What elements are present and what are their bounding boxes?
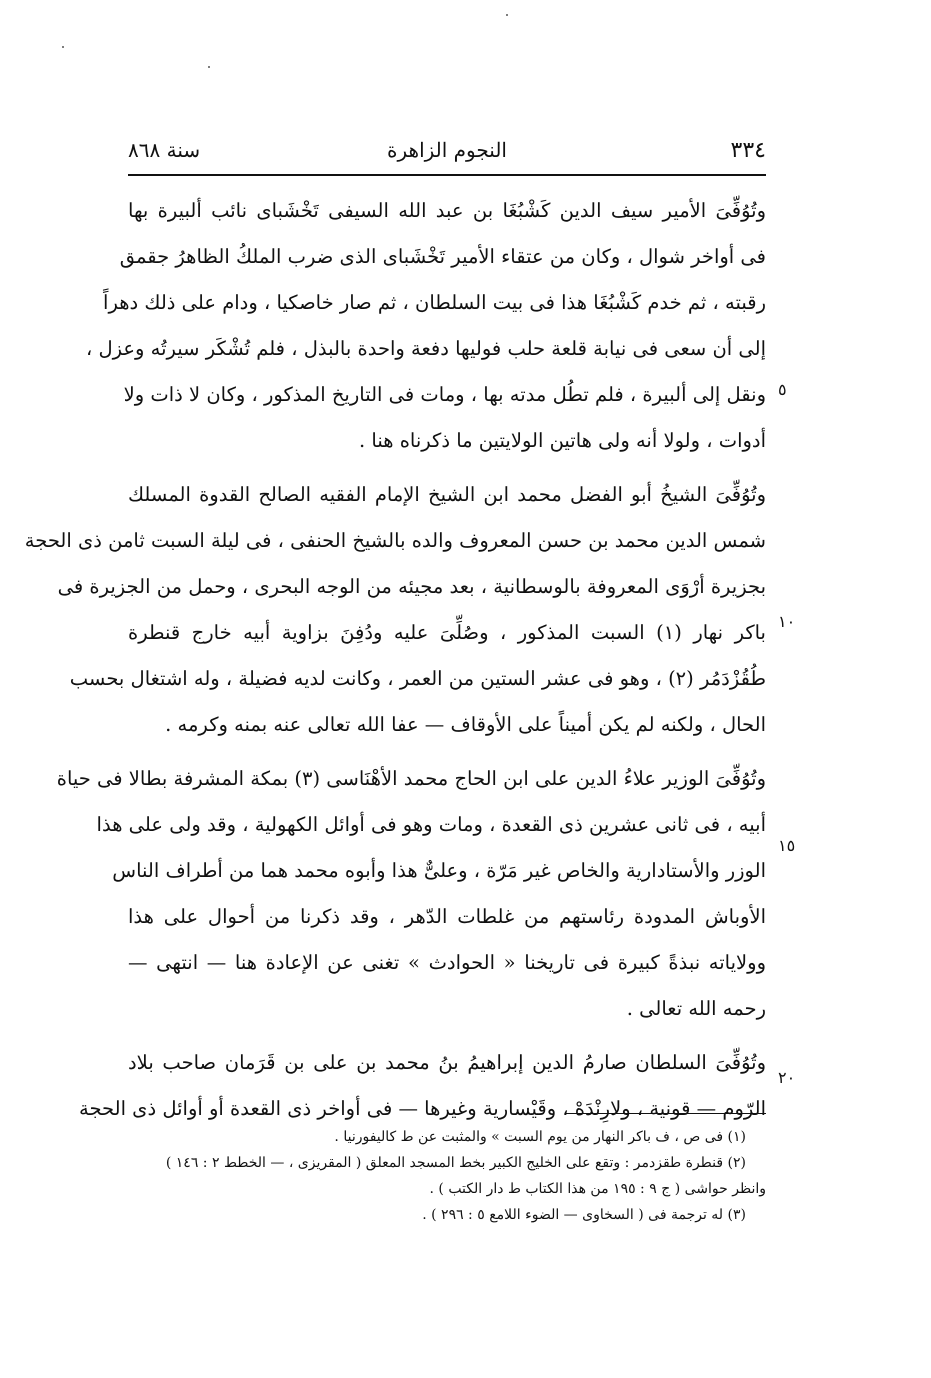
text-line: إلى أن سعى فى نيابة قلعة حلب فوليها دفعة واحدة بالبذل ، فلم تُشْكَر سيرتُه وعزل ، [85,337,766,360]
text-line: الوزر والأستادارية والخاص غير مَرّة ، وعلىٌّ هذا وأبوه محمد هما من أطراف الناس [112,859,766,882]
text-line: شمس الدين محمد بن حسن المعروف والده بالشيخ الحنفى ، فى ليلة السبت ثامن ذى الحجة [24,529,766,552]
text-line: وتُوُفِّىَ الوزير علاءُ الدين على ابن الحاج محمد الأهْنَاسى (٣) بمكة المشرفة بطالا فى حياة [56,767,766,790]
scan-speck [62,46,64,48]
line-number-10: ١٠ [778,612,796,631]
running-title: النجوم الزاهرة [387,138,507,162]
text-line: الأوباش المدودة رئاستهم من غلطات الدّهر ، وقد ذكرنا من أحوال على هذا [128,905,766,928]
scan-speck [208,66,210,68]
text-line: رقبته ، ثم خدم كَشْبُغَا هذا فى بيت السلطان ، ثم صار خاصكيا ، ودام على ذلك دهراً [103,291,766,314]
text-line: باكر نهار (١) السبت المذكور ، وصُلِّىَ عليه ودُفِنَ بزاوية أبيه خارج قنطرة [128,621,766,644]
text-line: أدوات ، ولولا أنه ولى هاتين الولايتين ما ذكرناه هنا . [358,429,766,452]
text-line: رحمه الله تعالى . [626,997,766,1020]
text-line: ونقل إلى ألبيرة ، فلم تطُل مدته بها ، ومات فى التاريخ المذكور ، وكان لا ذات ولا [123,383,766,406]
page-header [128,138,766,172]
year-label: سنة ٨٦٨ [128,138,201,162]
text-line: طُقُزْدَمُر (٢) ، وهو فى عشر الستين من العمر ، وكانت لديه فضيلة ، وله اشتغال بحسب [69,667,766,690]
text-line: وتُوُفِّىَ الأمير سيف الدين كَشْبُغَا بن عبد الله السيفى تَخْشَباى نائب ألبيرة بها [128,199,766,222]
page-number: ٣٣٤ [730,138,766,163]
footnote: (٢) قنطرة طقزدمر : وتقع على الخليج الكبير بخط المسجد المعلق ( المقريزى ، — الخطط ٢ : ١٤٦ ) [165,1155,746,1171]
text-line: وولاياته نبذةً كبيرة فى تاريخنا « الحوادث » تغنى عن الإعادة هنا — انتهى — [128,951,766,974]
text-line: الحال ، ولكنه لم يكن أميناً على الأوقاف — عفا الله تعالى عنه بمنه وكرمه . [165,713,766,736]
main-text [24,188,766,1132]
footnote-continuation: وانظر حواشى ( ج ٩ : ١٩٥ من هذا الكتاب ط دار الكتب ) . [429,1181,766,1197]
line-number-5: ٥ [778,380,787,399]
footnote-rule [566,1113,766,1114]
text-line: أبيه ، فى ثانى عشرين ذى القعدة ، ومات وهو فى أوائل الكهولية ، وقد ولى على هذا [96,813,766,836]
line-number-20: ٢٠ [778,1068,796,1087]
text-line: وتُوُفِّىَ السلطان صارمُ الدين إبراهيمُ بنُ محمد بن على بن قَرَمان صاحب بلاد [128,1051,766,1074]
footnote: (٣) له ترجمة فى ( السخاوى — الضوء اللامع ٥ : ٢٩٦ ) . [422,1207,746,1223]
header-rule [128,174,766,176]
text-line: وتُوُفِّىَ الشيخُ أبو الفضل محمد ابن الشيخ الإمام الفقيه الصالح القدوة المسلك [128,483,766,506]
footnote: (١) فى ص ، ف باكر النهار من يوم السبت » والمثبت عن ط كاليفورنيا . [334,1129,746,1145]
text-line: بجزيرة أرْوَى المعروفة بالوسطانية ، بعد مجيئه من الوجه البحرى ، وحمل من الجزيرة فى [57,575,766,598]
scan-speck [506,14,508,16]
text-line: فى أواخر شوال ، وكان من عتقاء الأمير تَخْشَباى الذى ضرب الملكُ الظاهرُ جقمق [119,245,766,268]
footnotes [128,1124,766,1228]
line-number-15: ١٥ [778,836,796,855]
text-line: الرّوم — قونية ، ولارِنْدَهْ ، وقَيْسارية وغيرها — فى أواخر ذى القعدة أو أوائل ذى الحجة [79,1097,766,1120]
